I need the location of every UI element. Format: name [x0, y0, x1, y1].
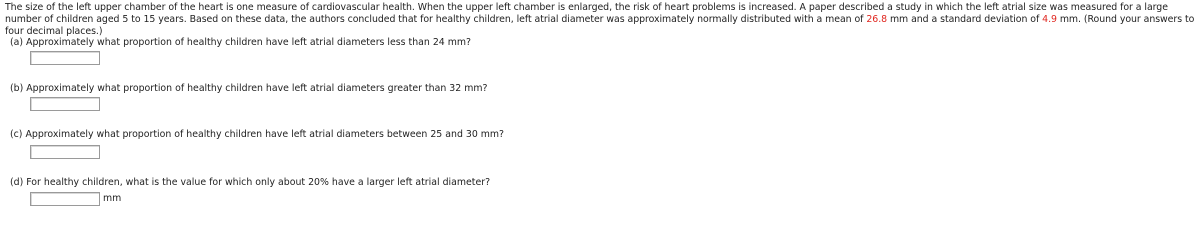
- mean-value: 26.8: [866, 14, 888, 25]
- answer-input-b[interactable]: [30, 97, 100, 111]
- intro-text-part1: The size of the left upper chamber of the heart is one measure of cardiovascular health. When the upper left chamber is enlarged, the risk of heart problems is increased. A paper described a study in which the left atrial size was measured for a large number of children aged 5 to 15 years. Based on these data, the authors concluded that for healthy children, left atrial diameter was approximately normally distributed with a mean of: [5, 2, 1168, 25]
- answer-row-c: [30, 145, 100, 159]
- problem-statement: [5, 2, 1197, 38]
- unit-label-mm: mm: [103, 193, 122, 204]
- intro-text-part3: mm. (Round your answers to four decimal places.): [5, 14, 1195, 37]
- intro-text-part2: mm and a standard deviation of: [887, 14, 1043, 25]
- answer-input-d[interactable]: [30, 192, 100, 206]
- question-a-label: (a) Approximately what proportion of healthy children have left atrial diameters less than 24 mm?: [10, 37, 471, 48]
- answer-input-c[interactable]: [30, 145, 100, 159]
- answer-input-a[interactable]: [30, 51, 100, 65]
- answer-row-b: [30, 97, 100, 111]
- standard-deviation-value: 4.9: [1042, 14, 1057, 25]
- question-c-label: (c) Approximately what proportion of healthy children have left atrial diameters between 25 and 30 mm?: [10, 129, 505, 140]
- answer-row-d: [30, 192, 121, 206]
- question-d-label: (d) For healthy children, what is the value for which only about 20% have a larger left atrial diameter?: [10, 177, 491, 188]
- question-b-label: (b) Approximately what proportion of healthy children have left atrial diameters greater than 32 mm?: [10, 83, 488, 94]
- answer-row-a: [30, 51, 100, 65]
